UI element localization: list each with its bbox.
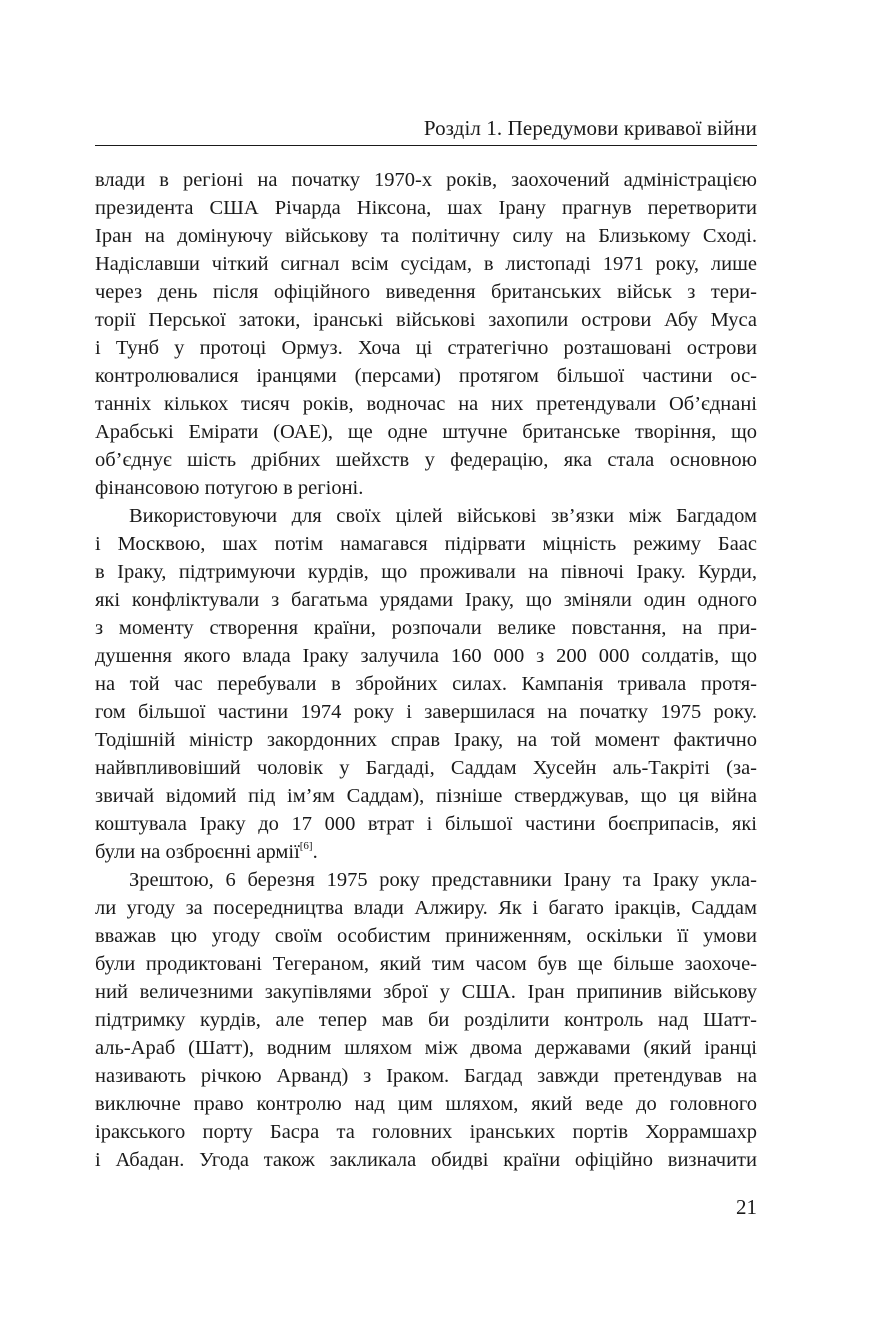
text-line: коштувала Іраку до 17 000 втрат і більшої частини боєприпасів, які (95, 813, 757, 835)
text-line: і Абадан. Угода також закликала обидві країни офіційно визначити (95, 1149, 757, 1171)
text-line: аль-Араб (Шатт), водним шляхом між двома державами (який іранці (95, 1037, 757, 1059)
text-line: через день після офіційного виведення британських військ з тери- (95, 281, 757, 303)
running-title: Розділ 1. Передумови кривавої війни (423, 116, 757, 140)
text-line: і Тунб у протоці Ормуз. Хоча ці стратегічно розташовані острови (95, 337, 757, 359)
text-line: контролювалися іранцями (персами) протягом більшої частини ос- (95, 365, 757, 387)
text-line: підтримку курдів, але тепер мав би розділити контроль над Шатт- (95, 1009, 757, 1031)
text-line-with-footnote (95, 838, 757, 866)
paragraph-3 (95, 866, 757, 1174)
text-line: Зрештою, 6 березня 1975 року представники Ірану та Іраку укла- (129, 869, 757, 891)
text-line: ний величезними закупівлями зброї у США. Іран припинив військову (95, 981, 757, 1003)
text-line: гом більшої частини 1974 року і завершилася на початку 1975 року. (95, 701, 757, 723)
text-line: Іран на домінуючу військову та політичну силу на Близькому Сході. (95, 225, 757, 247)
body-text (95, 166, 757, 1174)
text-line: торії Перської затоки, іранські військові захопили острови Абу Муса (95, 309, 757, 331)
text-line: іракського порту Басра та головних іранських портів Хоррамшахр (95, 1121, 757, 1143)
text-line: влади в регіоні на початку 1970-х років, заохочений адміністрацією (95, 169, 757, 191)
text-line: президента США Річарда Ніксона, шах Ірану прагнув перетворити (95, 197, 757, 219)
text-line: називають річкою Арванд) з Іраком. Багдад завжди претендував на (95, 1065, 757, 1087)
text-line: найвпливовіший чоловік у Багдаді, Саддам Хусейн аль-Такріті (за- (95, 757, 757, 779)
text-line-content: були на озброєнні армії (95, 841, 300, 863)
text-line: Арабські Емірати (ОАЕ), ще одне штучне британське творіння, що (95, 421, 757, 443)
text-line: і Москвою, шах потім намагався підірвати міцність режиму Баас (95, 533, 757, 555)
text-line: Надіславши чіткий сигнал всім сусідам, в листопаді 1971 року, лише (95, 253, 757, 275)
running-header (95, 112, 757, 146)
text-line: були продиктовані Тегераном, який тим часом був ще більше заохоче- (95, 953, 757, 975)
paragraph-1 (95, 166, 757, 502)
text-line: танніх кількох тисяч років, водночас на них претендували Об’єднані (95, 393, 757, 415)
text-line: в Іраку, підтримуючи курдів, що проживали на півночі Іраку. Курди, (95, 561, 757, 583)
text-line: душення якого влада Іраку залучила 160 000 з 200 000 солдатів, що (95, 645, 757, 667)
text-line: виключне право контролю над цим шляхом, який веде до головного (95, 1093, 757, 1115)
text-line: ли угоду за посередництва влади Алжиру. Як і багато іракців, Саддам (95, 897, 757, 919)
page-number: 21 (736, 1195, 757, 1219)
text-line: об’єднує шість дрібних шейхств у федерацію, яка стала основною (95, 449, 757, 471)
text-line: вважав цю угоду своїм особистим приниженням, оскільки її умови (95, 925, 757, 947)
text-line: які конфліктували з багатьма урядами Іраку, що зміняли один одного (95, 589, 757, 611)
text-line: Використовуючи для своїх цілей військові зв’язки між Багдадом (129, 505, 757, 527)
sentence-end: . (312, 841, 318, 863)
footnote-reference[interactable]: [6] (299, 840, 313, 852)
text-line: з моменту створення країни, розпочали велике повстання, на при- (95, 617, 757, 639)
text-line: фінансовою потугою в регіоні. (95, 477, 364, 499)
text-line: звичай відомий під ім’ям Саддам), пізніше стверджував, що ця війна (95, 785, 757, 807)
paragraph-2 (95, 502, 757, 866)
text-line: Тодішній міністр закордонних справ Іраку, на той момент фактично (95, 729, 757, 751)
text-line: на той час перебували в збройних силах. Кампанія тривала протя- (95, 673, 757, 695)
